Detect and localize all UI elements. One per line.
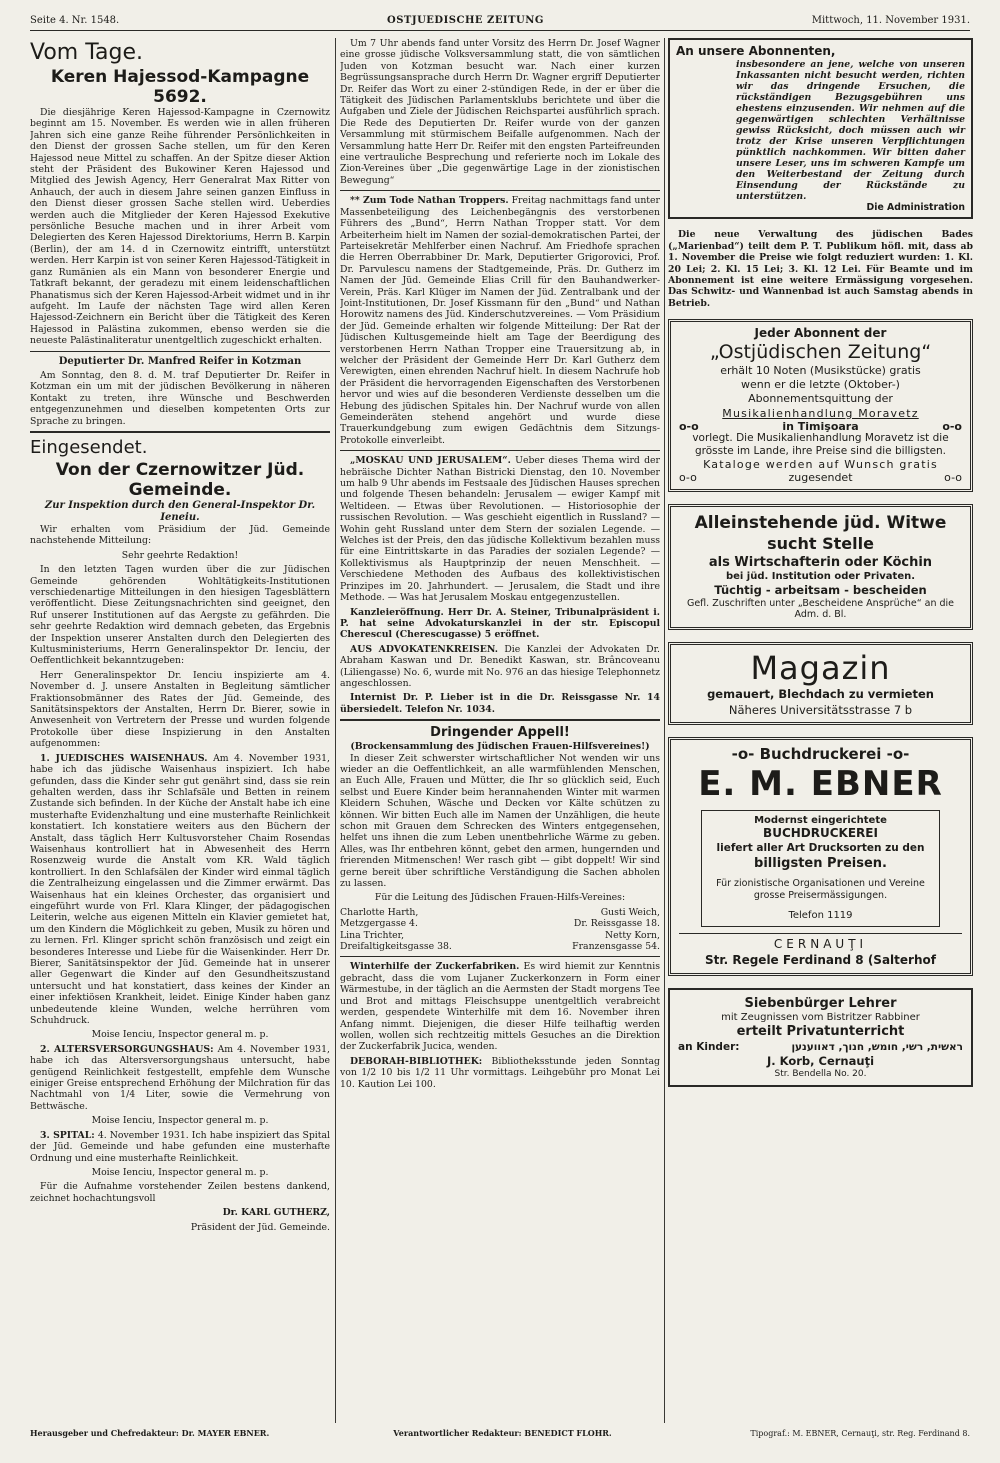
article-body <box>30 753 330 1027</box>
ad-line: BUCHDRUCKEREI <box>763 826 878 841</box>
bath-notice: Die neue Verwaltung des jüdischen Bades („Marienbad“) teilt dem P. T. Publikum höfl. mit, dass ab 1. November die Preise wie folgt reduziert wurden: 1. Kl. 20 Lei; 2. Kl. 15 Lei; 3. Kl. 12 Lei. Für Beamte und im Abonnement ist eine weitere Ermässigung vorgesehen. Das Schwitz- und Wannenbad ist auch Samstag abends in Betrieb. <box>668 229 973 309</box>
list-text: Am 4. November 1931, habe ich das jüdische Waisenhaus inspiziert. Ich habe gefunden, dass die Kinder sehr gut genährt sind, dass sie rein gehalten werden, dass ihr Schlafsäle und Betten in reinem Zustande sich befinden. In der Küche der Anstalt habe ich eine musterhafte Evidenzhaltung und eine musterhafte Reinlichkeit konstatiert. Ich konstatiere weiters aus den Büchern der Anstalt, dass täglich Herr Kultusvorsteher Chaim Rosendas Waisenhaus kontrolliert hat in Abwesenheit des Herrn Rosenzweig wurde die Anstalt vom KR. Wald täglich kontrolliert. In den Schlafsälen der Kinder wird einmal täglich die Zentralheizung eingelassen und die Zimmer erwärmt. Das Waisenhaus hat ein kleines Orchester, das organisiert und eingeführt wurde von Frl. Klara Klinger, der pädagogischen Leiterin, welche aus eigenen Mitteln ein Klavier gemietet hat, um den Kindern die Möglichkeit zu geben, Musik zu hören und zu lernen. Frl. Klinger spricht schön französisch und zeigt ein besonderes Interesse und Liebe für die Waisenkinder. Herr Dr. Bierer, Sanitätsinspektor der Jüd. Gemeinde hat in unserer aller Gegenwart die Kinder auf den Gesundheitszustand untersucht und hat konstatiert, dass keines der Kinder an einer infektiösen Krankheit, leidet. Einige Kinder haben ganz unbedeutende kleine Wunden, welche herrühren vom Schuhdruck. <box>30 752 330 1027</box>
signatory-row <box>340 907 660 918</box>
ad-catalog: zugesendet <box>788 471 853 485</box>
article-body <box>30 1130 330 1164</box>
ad-line: -o- Buchdruckerei -o- <box>731 744 910 763</box>
signatory-right: Netty Korn, <box>605 929 660 941</box>
ad-line: Jeder Abonnent der <box>754 326 887 341</box>
ad-buchdruckerei <box>668 737 973 976</box>
article-text: Freitag nachmittags fand unter Massenbeteiligung des Leichenbegängnis des verstorbenen Führers des „Bund“, Herrn Nathan Tropper statt. Vor dem Arbeiterheim hielt im Namen der sozial-demokratischen Partei, der Parteisekretär Mehlferber einen Nachruf. Am Friedhofe sprachen die Herren Oberrabbiner Dr. Mark, Deputierter Grigorovici, Prof. Dr. Parvulescu namens der Stadtgemeinde, Präs. Dr. Gutherz im Namen der Jüd. Gemeinde Elias Crill für den Bauhandwerker-Verein, Präs. Karl Klüger im Namen der Jüd. Zentralbank und der Joint-Institutionen, Dr. Josef Kissmann für den „Bund“ und Nathan Horowitz namens des Jüd. Kinderschutzvereines. — Vom Präsidium der Jüd. Gemeinde erhalten wir folgende Mitteilung: Der Rat der Jüdischen Kultusgemeinde hielt am Tage der Beerdigung des verstorbenen Herrn Nathan Tropper eine Trauersitzung ab, in welcher der Präsident der Gemeinde Herr Dr. Karl Gutherz dem Verewigten, einen ehrenden Nachruf hielt. In diesem Nachrufe hob der Präsident die hervorragenden Eigenschaften des Verstorbenen hervor und wies auf die besonderen Verdienste desselben um die Hebung des jüdischen Spitales hin. Der Nachruf wurde von allen Gemeinderäten stehend angehört und wurde diese Trauerkundgebung zum ewigen Gedächtnis dem Sitzungs-Protokolle einverleibt. <box>340 195 660 446</box>
footer-editor: Verantwortlicher Redakteur: BENEDICT FLOHR. <box>393 1428 612 1438</box>
article-title: Keren Hajessod-Kampagne 5692. <box>50 67 310 107</box>
subscriber-notice <box>668 38 973 219</box>
ad-line: sucht Stelle <box>767 534 874 554</box>
section-title: Vom Tage. <box>30 40 143 65</box>
article-title: Von der Czernowitzer Jüd. Gemeinde. <box>55 459 305 500</box>
ad-line: Modernst eingerichtete <box>754 814 887 826</box>
article-body: Um 7 Uhr abends fand unter Vorsitz des Herrn Dr. Josef Wagner eine grosse jüdische Volksversammlung statt, die von sämtlichen Juden von Kotzman besucht war. Nach einer kurzen Begrüssungsansprache durch Herrn Dr. Wagner ergriff Deputierter Dr. Reifer das Wort zu einer 2-stündigen Rede, in der er über die Tätigkeit des Jüdischen Parlamentsklubs berichtete und über die Aufgaben und Ziele der Jüdischen Reichspartei ausführlich sprach. Die Rede des Deputierten Dr. Reifer wurde von der ganzen Versammlung mit stürmischem Beifalle aufgenommen. Nach der Versammlung hatte Herr Dr. Reifer mit den engsten Parteifreunden eine vertrauliche Besprechung und referierte noch im Lokale des Zion-Vereines über „Die gegenwärtige Lage in der zionistischen Bewegung“ <box>340 38 660 186</box>
list-text: 4. November 1931. Ich habe inspiziert das Spital der Jüd. Gemeinde und habe gefunden eine musterhafte Ordnung und eine musterhafte Reinlichkeit. <box>30 1129 330 1164</box>
newspaper-title: OSTJUEDISCHE ZEITUNG <box>386 14 544 26</box>
article-heading: AUS ADVOKATENKREISEN. <box>350 643 498 655</box>
article-subtitle: Zur Inspektion durch den General-Inspektor Dr. Ieneiu. <box>44 499 316 523</box>
signatory-left: Charlotte Harth, <box>340 906 419 918</box>
ad-line: Tüchtig - arbeitsam - bescheiden <box>714 582 927 597</box>
ad-shop-name: Musikalienhandlung Moravetz <box>722 406 919 420</box>
ad-line: J. Korb, Cernauţi <box>766 1053 875 1068</box>
article-body <box>340 455 660 603</box>
column-1 <box>30 38 330 1423</box>
ad-line: Siebenbürger Lehrer <box>744 995 897 1011</box>
signature: Moise Ienciu, Inspector general m. p. <box>91 1115 269 1127</box>
ad-line: Näheres Universitätsstrasse 7 b <box>728 702 913 717</box>
article-body: Die diesjährige Keren Hajessod-Kampagne in Czernowitz beginnt am 15. November. Es werden wie in allen früheren Jahren sich eine ganze Reihe führender Persönlichkeiten in den Dienst der grossen Sache stellen, um für den Keren Hajessod neue Mittel zu schaffen. An der Spitze dieser Aktion steht der Präsident des Bukowiner Keren Hajessod und Mitglied des Jewish Agency, Herr Generalrat Max Ritter von Anhauch, der auch in diesem Jahre seinen ganzen Einfluss in den Dienst dieser grossen Sache stellen wird. Ueberdies werden auch die Mitglieder der Keren Hajessod Exekutive persönliche Besuche machen und in ihrer Arbeit vom Delegierten des Keren Hajessod Direktoriums, Herrn B. Karpin (Berlin), der am 14. d in Czernowitz eintrifft, unterstützt werden. Herr Karpin ist von seiner Keren Hajessod-Tätigkeit in ganz Rumänien als ein Mann von besonderer Energie und Tatkraft bekannt, der geradezu mit einem leidenschaftlichen Phanatismus sich der Keren Hajessod-Arbeit widmet und in ihr aufgeht. Im Laufe der nächsten Tage wird allen Keren Hajessod-Zeichnern ein Bericht über die Tätigkeit des Keren Hajessod in Palästina zukommen, ebenso werden sie die neueste Palästinaliteratur unentgeltlich zugeschickt erhalten. <box>30 107 330 347</box>
ad-line <box>679 472 962 483</box>
ad-line: Alleinstehende jüd. Witwe <box>694 513 947 534</box>
article-body <box>340 1056 660 1090</box>
article-body: Wir erhalten vom Präsidium der Jüd. Gemeinde nachstehende Mitteilung: <box>30 523 330 547</box>
signatory-left: Dreifaltigkeitsgasse 38. <box>340 941 452 953</box>
ad-line: Für zionistische Organisationen und Vereine grosse Preisermässigungen. <box>716 878 925 902</box>
list-heading: 3. SPITAL: <box>40 1129 95 1141</box>
article-body <box>340 195 660 446</box>
list-heading: 1. JUEDISCHES WAISENHAUS. <box>40 752 208 764</box>
ad-line <box>679 421 962 432</box>
notice-title: An unsere Abonnenten, <box>676 44 836 58</box>
ad-line: erhält 10 Noten (Musikstücke) gratis <box>720 363 921 377</box>
article-body <box>340 961 660 1052</box>
signatory-row <box>340 930 660 941</box>
article-text: Bibliotheksstunde jeden Sonntag von 1/2 10 bis 1/2 11 Uhr vormittags. Leihgebühr pro Monat Lei 10. Kaution Lei 100. <box>340 1055 660 1090</box>
ad-ornament: o-o <box>942 419 962 433</box>
article-heading: Winterhilfe der Zuckerfabriken. <box>350 961 520 973</box>
ad-line: mit Zeugnissen vom Bistritzer Rabbiner <box>721 1011 920 1023</box>
notice-signature: Die Administration <box>866 202 965 213</box>
ad-city: in Timişoara <box>782 419 859 433</box>
ad-line: Gefl. Zuschriften unter „Bescheidene Ansprüche“ an die Adm. d. Bl. <box>686 597 955 621</box>
footer-printer: Tipograf.: M. EBNER, Cernauţi, str. Reg. Ferdinand 8. <box>750 1428 970 1438</box>
signatory-row <box>340 918 660 929</box>
signature: Moise Ienciu, Inspector general m. p. <box>91 1029 269 1041</box>
ad-line: Telefon 1119 <box>788 910 853 922</box>
article-body: Für die Leitung des Jüdischen Frauen-Hilfs-Vereines: <box>374 892 626 904</box>
divider <box>340 190 660 191</box>
page-header <box>30 10 970 31</box>
article-body <box>30 1044 330 1112</box>
ad-inner-box <box>701 810 940 927</box>
ad-line: bei jüd. Institution oder Privaten. <box>725 571 916 583</box>
article-title: Deputierter Dr. Manfred Reifer in Kotzman <box>58 355 302 367</box>
ad-musikalien <box>668 319 973 492</box>
header-page-number: Seite 4. Nr. 1548. <box>30 14 120 26</box>
article-text: Ueber dieses Thema wird der hebräische Dichter Nathan Bistricki Dienstag, den 10. November um halb 9 Uhr abends im Festsaale des Jüdischen Hauses sprechen und folgende Thesen behandeln: Jerusalem — ewiger Kampf mit Weltideen. — Etwas über Revolutionen. — Historiosophie der russischen Revolution. — Was geschieht eigentlich in Russland? — Wohin geht Russland unter dem Stern der sozialen Legende. — Welches ist der Preis, den das jüdische Kollektivum bezahlen muss für eine Eintrittskarte in das Paradies der sozialen Legende? — Kollektivismus als Hauptprinzip der neuen Menschheit. — Verschiedene Methoden des Aufbaus des kollektivistischen Prinzipes im 20. Jahrhundert. — Jerusalem, die Stadt und ihre Methode. — Was hat Jerusalem Moskau entgegenzustellen. <box>340 455 660 604</box>
ad-line: Str. Bendella No. 20. <box>774 1068 867 1079</box>
ad-teacher <box>668 988 973 1088</box>
ad-line: als Wirtschafterin oder Köchin <box>708 555 933 571</box>
article-heading: DEBORAH-BIBLIOTHEK: <box>350 1055 483 1067</box>
ad-line: liefert aller Art Drucksorten zu den <box>716 842 925 855</box>
article-body: Am Sonntag, den 8. d. M. traf Deputierter Dr. Reifer in Kotzman ein um mit der jüdischen Bevölkerung in näheren Kontakt zu treten, ihre Wünsche und Beschwerden entgegenzunehmen und dieselben kompetenten Orts zur Sprache zu bringen. <box>30 369 330 427</box>
divider <box>340 450 660 451</box>
article-text: Es wird hiemit zur Kenntnis gebracht, dass die vom Lujaner Zuckerkonzern in Form einer Wärmestube, in der täglich an die Aermsten der Stadt morgens Tee und Brot and mittags Fleischsuppe unentgeltlich verabreicht werden, gespendete Winterhilfe mit dem 16. November ihren Anfang nimmt. Diejenigen, die dieser Hilfe teilhaftig werden wollen, wollen sich rechtzeitig mittels Gesuches an die Direktion der Zuckerfabrik Jucica, wenden. <box>340 961 660 1053</box>
ad-magazin <box>668 642 973 725</box>
signatory-right: Gusti Weich, <box>600 906 660 918</box>
ad-line <box>678 1040 963 1054</box>
signatory-right: Franzensgasse 54. <box>572 941 660 953</box>
signature-role: Präsident der Jüd. Gemeinde. <box>190 1221 330 1233</box>
article-body <box>340 644 660 690</box>
ad-ornament: o-o <box>679 471 697 485</box>
header-date: Mittwoch, 11. November 1931. <box>811 14 970 26</box>
ad-line: an Kinder: <box>678 1040 740 1053</box>
signatory-left: Lina Trichter, <box>340 929 405 941</box>
ad-line: vorlegt. Die Musikalienhandlung Moravetz ist die grösste im Lande, ihre Preise sind die billigsten. <box>692 432 949 458</box>
article-body: Internist Dr. P. Lieber ist in die Dr. Reissgasse Nr. 14 übersiedelt. Telefon Nr. 1034. <box>340 692 660 715</box>
signatory-right: Dr. Reissgasse 18. <box>573 918 660 930</box>
divider <box>340 719 660 721</box>
article-text: Die Kanzlei der Advokaten Dr. Abraham Kaswan und Dr. Benedikt Kaswan, str. Brâncoveanu (Liliengasse) No. 6, wurde mit No. 976 an das hiesige Telephonnetz angeschlossen. <box>340 643 660 689</box>
column-3 <box>668 38 973 1423</box>
salutation: Sehr geehrte Redaktion! <box>121 549 239 561</box>
ad-line: erteilt Privatunterricht <box>736 1023 905 1039</box>
article-subtitle: (Brockensammlung des Jüdischen Frauen-Hilfsvereines!) <box>350 741 650 753</box>
signature-name: Dr. KARL GUTHERZ, <box>222 1207 330 1219</box>
ad-widow <box>668 504 973 629</box>
ad-line: wenn er die letzte (Oktober-) Abonnementsquittung der <box>741 377 900 405</box>
ad-ornament: o-o <box>944 471 962 485</box>
article-body: In den letzten Tagen wurden über die zur Jüdischen Gemeinde gehörenden Wohltätigkeits-Institutionen verschiedenartige Mitteilungen in den hiesigen Tagesblättern veröffentlicht. Diese Zeitungsnachrichten sind geeignet, den Ruf unserer Institutionen auf das Aergste zu gefährden. Die sehr geehrte Redaktion wird demnach gebeten, das Ergebnis der Inspektion unserer Anstalten durch den Delegierten des Kultusministeriums, Herrn Generalinspektor Dr. Ienciu, der Oeffentlichkeit bekanntzugeben: <box>30 564 330 667</box>
column-2 <box>340 38 660 1423</box>
list-text: Am 4. November 1931, habe ich das Altersversorgungshaus untersucht, habe genügend Reinlichkeit festgestellt, empfehle dem Wunsche einiger Greise entsprechend Erhöhung der Milchration für das Nachtmahl von 1/4 Liter, sowie die Vermehrung von Bettwäsche. <box>30 1043 330 1112</box>
article-heading: „MOSKAU UND JERUSALEM“. <box>350 455 511 467</box>
ad-newspaper-name: „Ostjüdischen Zeitung“ <box>709 340 932 363</box>
ad-line: Magazin <box>750 648 891 687</box>
column-rule <box>664 38 665 1423</box>
notice-body: insbesondere an jene, welche von unseren Inkassanten nicht besucht werden, richten wir das dringende Ersuchen, die rückständigen Bezugsgebühren uns ehestens einzusenden. Wir nehmen auf die gegenwärtigen schlechten Verhältnisse gewiss Rücksicht, doch müssen auch wir trotz der Krise unseren Verpflichtungen pünktlich nachkommen. Wir bitten daher unsere Leser, uns im schweren Kampfe um den Weiterbestand der Zeitung durch Einsendung der Rückstände zu unterstützen. <box>736 59 965 202</box>
ad-line: Kataloge werden auf Wunsch gratis <box>703 458 938 472</box>
divider <box>340 956 660 957</box>
article-body: Kanzleieröffnung. Herr Dr. A. Steiner, Tribunalpräsident i. P. hat seine Advokaturskanzlei in der str. Episcopul Cherescul (Cherescugasse) 5 eröffnet. <box>340 606 660 641</box>
signatory-row <box>340 941 660 952</box>
footer-publisher: Herausgeber und Chefredakteur: Dr. MAYER EBNER. <box>30 1428 270 1438</box>
article-body: Herr Generalinspektor Dr. Ienciu inspizierte am 4. November d. J. unsere Anstalten in Begleitung sämtlicher Fraktionsobmänner des Rates der Jüd. Gemeinde, des Sanitätsinspektors der Anstalten, Herrn Dr. Bierer, sowie in Anwesenheit von Vertretern der Presse und wurden folgende Protokolle über diese Inspizierung in den Anstalten aufgenommen: <box>30 669 330 750</box>
ad-line: billigsten Preisen. <box>754 856 887 872</box>
article-heading: ** Zum Tode Nathan Troppers. <box>350 195 509 207</box>
divider <box>30 351 330 352</box>
divider <box>30 431 330 433</box>
article-body: Für die Aufnahme vorstehender Zeilen bestens dankend, zeichnet hochachtungsvoll <box>30 1181 330 1204</box>
signatory-left: Metzgergasse 4. <box>340 918 418 930</box>
section-title: Eingesendet. <box>30 436 148 458</box>
article-body: In dieser Zeit schwerster wirtschaftlicher Not wenden wir uns wieder an die Oeffentlichkeit, an alle warmfühlenden Menschen, an Euch Alle, Frauen und Mütter, die Ihr so glücklich seid, Euch selbst und Euere Kinder beim herannahenden Winter mit warmen Kleidern Schuhen, Wäsche und Decken vor Kälte schützen zu können. Wir bitten Euch alle im Namen der Unzähligen, die heute schon mit Grauen dem Schrecken des Winters entgegensehen, helfet uns ihnen die zum Leben unentbehrliche Wärme zu geben. Alles, was Ihr entbehren könnt, gebet den armen, hungernden und frierenden Mitmenschen! Wer rasch gibt — gibt doppelt! Wir sind gerne bereit über schriftliche Verständigung die Sachen abholen zu lassen. <box>340 752 660 890</box>
column-rule <box>335 38 336 1423</box>
ad-city: CERNAUŢI <box>679 933 962 952</box>
list-heading: 2. ALTERSVERSORGUNGSHAUS: <box>40 1043 214 1055</box>
ad-ornament: o-o <box>679 419 699 433</box>
signature: Moise Ienciu, Inspector general m. p. <box>91 1166 269 1178</box>
ad-printer-name: E. M. EBNER <box>698 763 943 804</box>
page-footer <box>30 1425 970 1441</box>
article-title: Dringender Appell! <box>430 725 570 741</box>
ad-hebrew-subjects: ראשית, רשי, חומש, חנוך, דאווענען <box>791 1040 963 1053</box>
ad-address: Str. Regele Ferdinand 8 (Salterhof <box>705 952 936 967</box>
ad-line: gemauert, Blechdach zu vermieten <box>707 686 934 701</box>
